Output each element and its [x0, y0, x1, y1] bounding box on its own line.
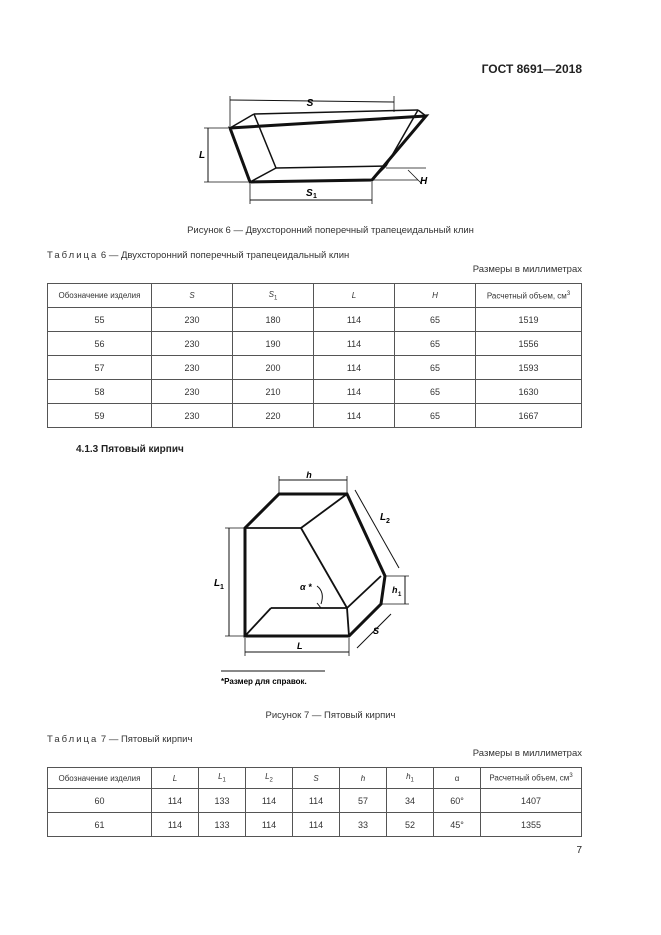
- cell: 60°: [434, 789, 481, 813]
- fig7-label-top: h: [306, 470, 312, 480]
- table-7-prefix: Таблица: [47, 734, 99, 745]
- table-row: [48, 380, 582, 404]
- dim-left-label: L: [199, 150, 206, 161]
- table-7: [47, 767, 582, 837]
- header-cell: Обозначение изделия: [48, 768, 152, 789]
- table-6: [47, 283, 582, 428]
- cell: 52: [387, 813, 434, 837]
- cell: 133: [199, 789, 246, 813]
- fig7-label-right-mid: h: [392, 585, 398, 595]
- header-cell: Обозначение изделия: [48, 284, 152, 308]
- dim-bottom-label: S: [306, 188, 313, 199]
- cell: 1355: [481, 813, 582, 837]
- cell: 57: [340, 789, 387, 813]
- table-7-title-text: 7 — Пятовый кирпич: [100, 734, 193, 745]
- cell: 114: [152, 789, 199, 813]
- cell: 65: [395, 380, 476, 404]
- cell: 230: [152, 404, 233, 428]
- figure-6-drawing: [190, 92, 440, 204]
- fig7-label-bottom-right: S: [373, 626, 380, 636]
- cell: 33: [340, 813, 387, 837]
- cell: 230: [152, 356, 233, 380]
- cell: 58: [48, 380, 152, 404]
- page-number: 7: [576, 845, 582, 856]
- figure-7-drawing: [205, 468, 425, 693]
- header-cell: L: [314, 284, 395, 308]
- table-row: [48, 308, 582, 332]
- table-row: [48, 813, 582, 837]
- cell: 114: [314, 308, 395, 332]
- dim-bottom-sub: 1: [313, 193, 317, 200]
- cell: 55: [48, 308, 152, 332]
- table-row: [48, 332, 582, 356]
- fig7-label-bottom: L: [297, 641, 303, 651]
- table-7-units: Размеры в миллиметрах: [472, 748, 582, 759]
- header-cell: H: [395, 284, 476, 308]
- cell: 230: [152, 380, 233, 404]
- cell: 210: [233, 380, 314, 404]
- table-row: [48, 356, 582, 380]
- fig7-label-left: L: [214, 578, 221, 589]
- table-6-title: [47, 250, 349, 261]
- cell: 230: [152, 308, 233, 332]
- header-cell: $h_1$: [387, 768, 434, 789]
- table-row: [48, 789, 582, 813]
- cell: 34: [387, 789, 434, 813]
- header-cell: α: [434, 768, 481, 789]
- cell: 1519: [476, 308, 582, 332]
- cell: 56: [48, 332, 152, 356]
- cell: 114: [314, 332, 395, 356]
- cell: 114: [293, 789, 340, 813]
- cell: 190: [233, 332, 314, 356]
- cell: 114: [314, 380, 395, 404]
- cell: 114: [152, 813, 199, 837]
- table-6-prefix: Таблица: [47, 250, 99, 261]
- fig7-label-right-top-sub: 2: [386, 518, 390, 525]
- header-cell: S: [293, 768, 340, 789]
- cell: 114: [314, 404, 395, 428]
- header-cell: h: [340, 768, 387, 789]
- fig7-label-right-top: L: [380, 512, 387, 523]
- dim-top-label: S: [306, 98, 314, 109]
- fig7-label-left-sub: 1: [220, 584, 224, 591]
- header-cell: Расчетный объем, $см^3$: [476, 284, 582, 308]
- standard-code: ГОСТ 8691—2018: [481, 62, 582, 76]
- header-cell: S: [152, 284, 233, 308]
- table-6-units: Размеры в миллиметрах: [472, 264, 582, 275]
- cell: 65: [395, 308, 476, 332]
- cell: 200: [233, 356, 314, 380]
- cell: 180: [233, 308, 314, 332]
- cell: 61: [48, 813, 152, 837]
- table-6-header-row: [48, 284, 582, 308]
- cell: 45°: [434, 813, 481, 837]
- cell: 230: [152, 332, 233, 356]
- header-cell: $L_1$: [199, 768, 246, 789]
- table-6-title-text: 6 — Двухсторонний поперечный трапецеидальный клин: [100, 250, 350, 261]
- cell: 133: [199, 813, 246, 837]
- cell: 114: [246, 813, 293, 837]
- cell: 1556: [476, 332, 582, 356]
- header-cell: Расчетный объем, $см^3$: [481, 768, 582, 789]
- cell: 220: [233, 404, 314, 428]
- cell: 60: [48, 789, 152, 813]
- fig7-label-right-mid-sub: 1: [398, 592, 402, 598]
- figure-7-caption: Рисунок 7 — Пятовый кирпич: [265, 710, 396, 721]
- header-cell: $L_2$: [246, 768, 293, 789]
- cell: 57: [48, 356, 152, 380]
- fig7-note: *Размер для справок.: [221, 677, 307, 686]
- cell: 1630: [476, 380, 582, 404]
- cell: 65: [395, 356, 476, 380]
- figure-6-caption: Рисунок 6 — Двухсторонний поперечный трапецеидальный клин: [187, 225, 474, 236]
- fig7-label-angle: α *: [300, 582, 312, 592]
- header-cell: L: [152, 768, 199, 789]
- section-heading: 4.1.3 Пятовый кирпич: [76, 444, 184, 455]
- table-7-header-row: [48, 768, 582, 789]
- cell: 114: [314, 356, 395, 380]
- dim-right-label: H: [420, 176, 428, 187]
- cell: 1593: [476, 356, 582, 380]
- cell: 1407: [481, 789, 582, 813]
- header-cell: $S_1$: [233, 284, 314, 308]
- cell: 65: [395, 332, 476, 356]
- table-7-title: [47, 734, 192, 745]
- cell: 114: [246, 789, 293, 813]
- table-row: [48, 404, 582, 428]
- cell: 59: [48, 404, 152, 428]
- cell: 1667: [476, 404, 582, 428]
- cell: 65: [395, 404, 476, 428]
- cell: 114: [293, 813, 340, 837]
